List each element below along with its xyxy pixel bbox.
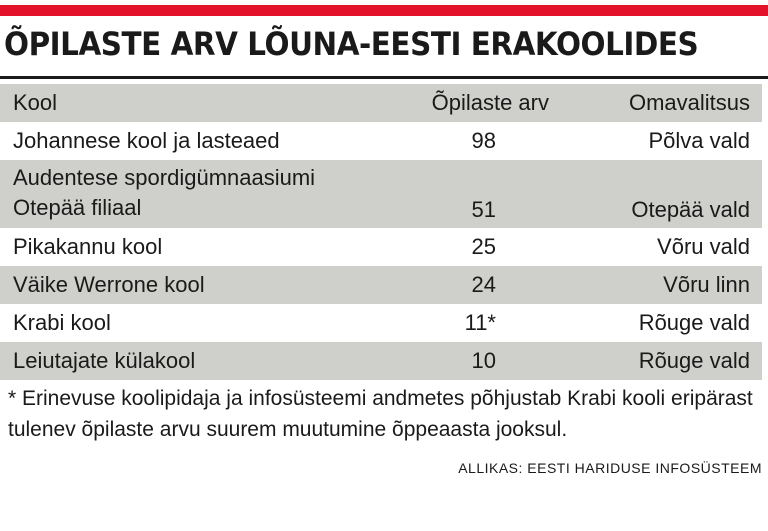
municipality: Põlva vald xyxy=(648,128,750,153)
school-name: Johannese kool ja lasteaed xyxy=(13,128,280,153)
table-row xyxy=(0,122,762,160)
school-name: Audentese spordigümnaasiumi Otepää filiaal xyxy=(13,165,316,220)
table-row xyxy=(0,228,762,266)
page-title: ÕPILASTE ARV LÕUNA-EESTI ERAKOOLIDES xyxy=(4,25,699,63)
municipality: Otepää vald xyxy=(631,197,750,222)
source-credit: ALLIKAS: EESTI HARIDUSE INFOSÜSTEEM xyxy=(458,460,762,476)
school-name: Krabi kool xyxy=(13,310,111,335)
municipality: Rõuge vald xyxy=(638,348,750,373)
title-divider xyxy=(0,76,768,79)
table-row xyxy=(0,342,762,380)
municipality: Rõuge vald xyxy=(638,310,750,335)
municipality: Võru vald xyxy=(657,234,750,259)
student-count: 25 xyxy=(471,234,496,259)
municipality: Võru linn xyxy=(663,272,750,297)
header-school: Kool xyxy=(13,90,58,115)
school-name: Pikakannu kool xyxy=(13,234,163,259)
school-name: Leiutajate külakool xyxy=(13,348,196,373)
header-municipality: Omavalitsus xyxy=(628,90,750,115)
footnote: * Erinevuse koolipidaja ja infosüsteemi andmetes põhjustab Krabi kooli eripärast tulenev õpilaste arvu suurem muutumine õppeaasta jooksul. xyxy=(8,387,753,441)
table-row xyxy=(0,266,762,304)
table-header-row xyxy=(0,84,762,122)
table-row xyxy=(0,160,762,228)
student-count: 51 xyxy=(471,197,496,222)
school-name: Väike Werrone kool xyxy=(13,272,205,297)
student-count: 24 xyxy=(471,272,496,297)
header-student-count: Õpilaste arv xyxy=(431,90,549,115)
table-row xyxy=(0,304,762,342)
student-count: 11* xyxy=(464,310,496,335)
accent-bar xyxy=(0,5,768,16)
schools-table xyxy=(0,84,762,380)
student-count: 10 xyxy=(471,348,496,373)
student-count: 98 xyxy=(471,128,496,153)
